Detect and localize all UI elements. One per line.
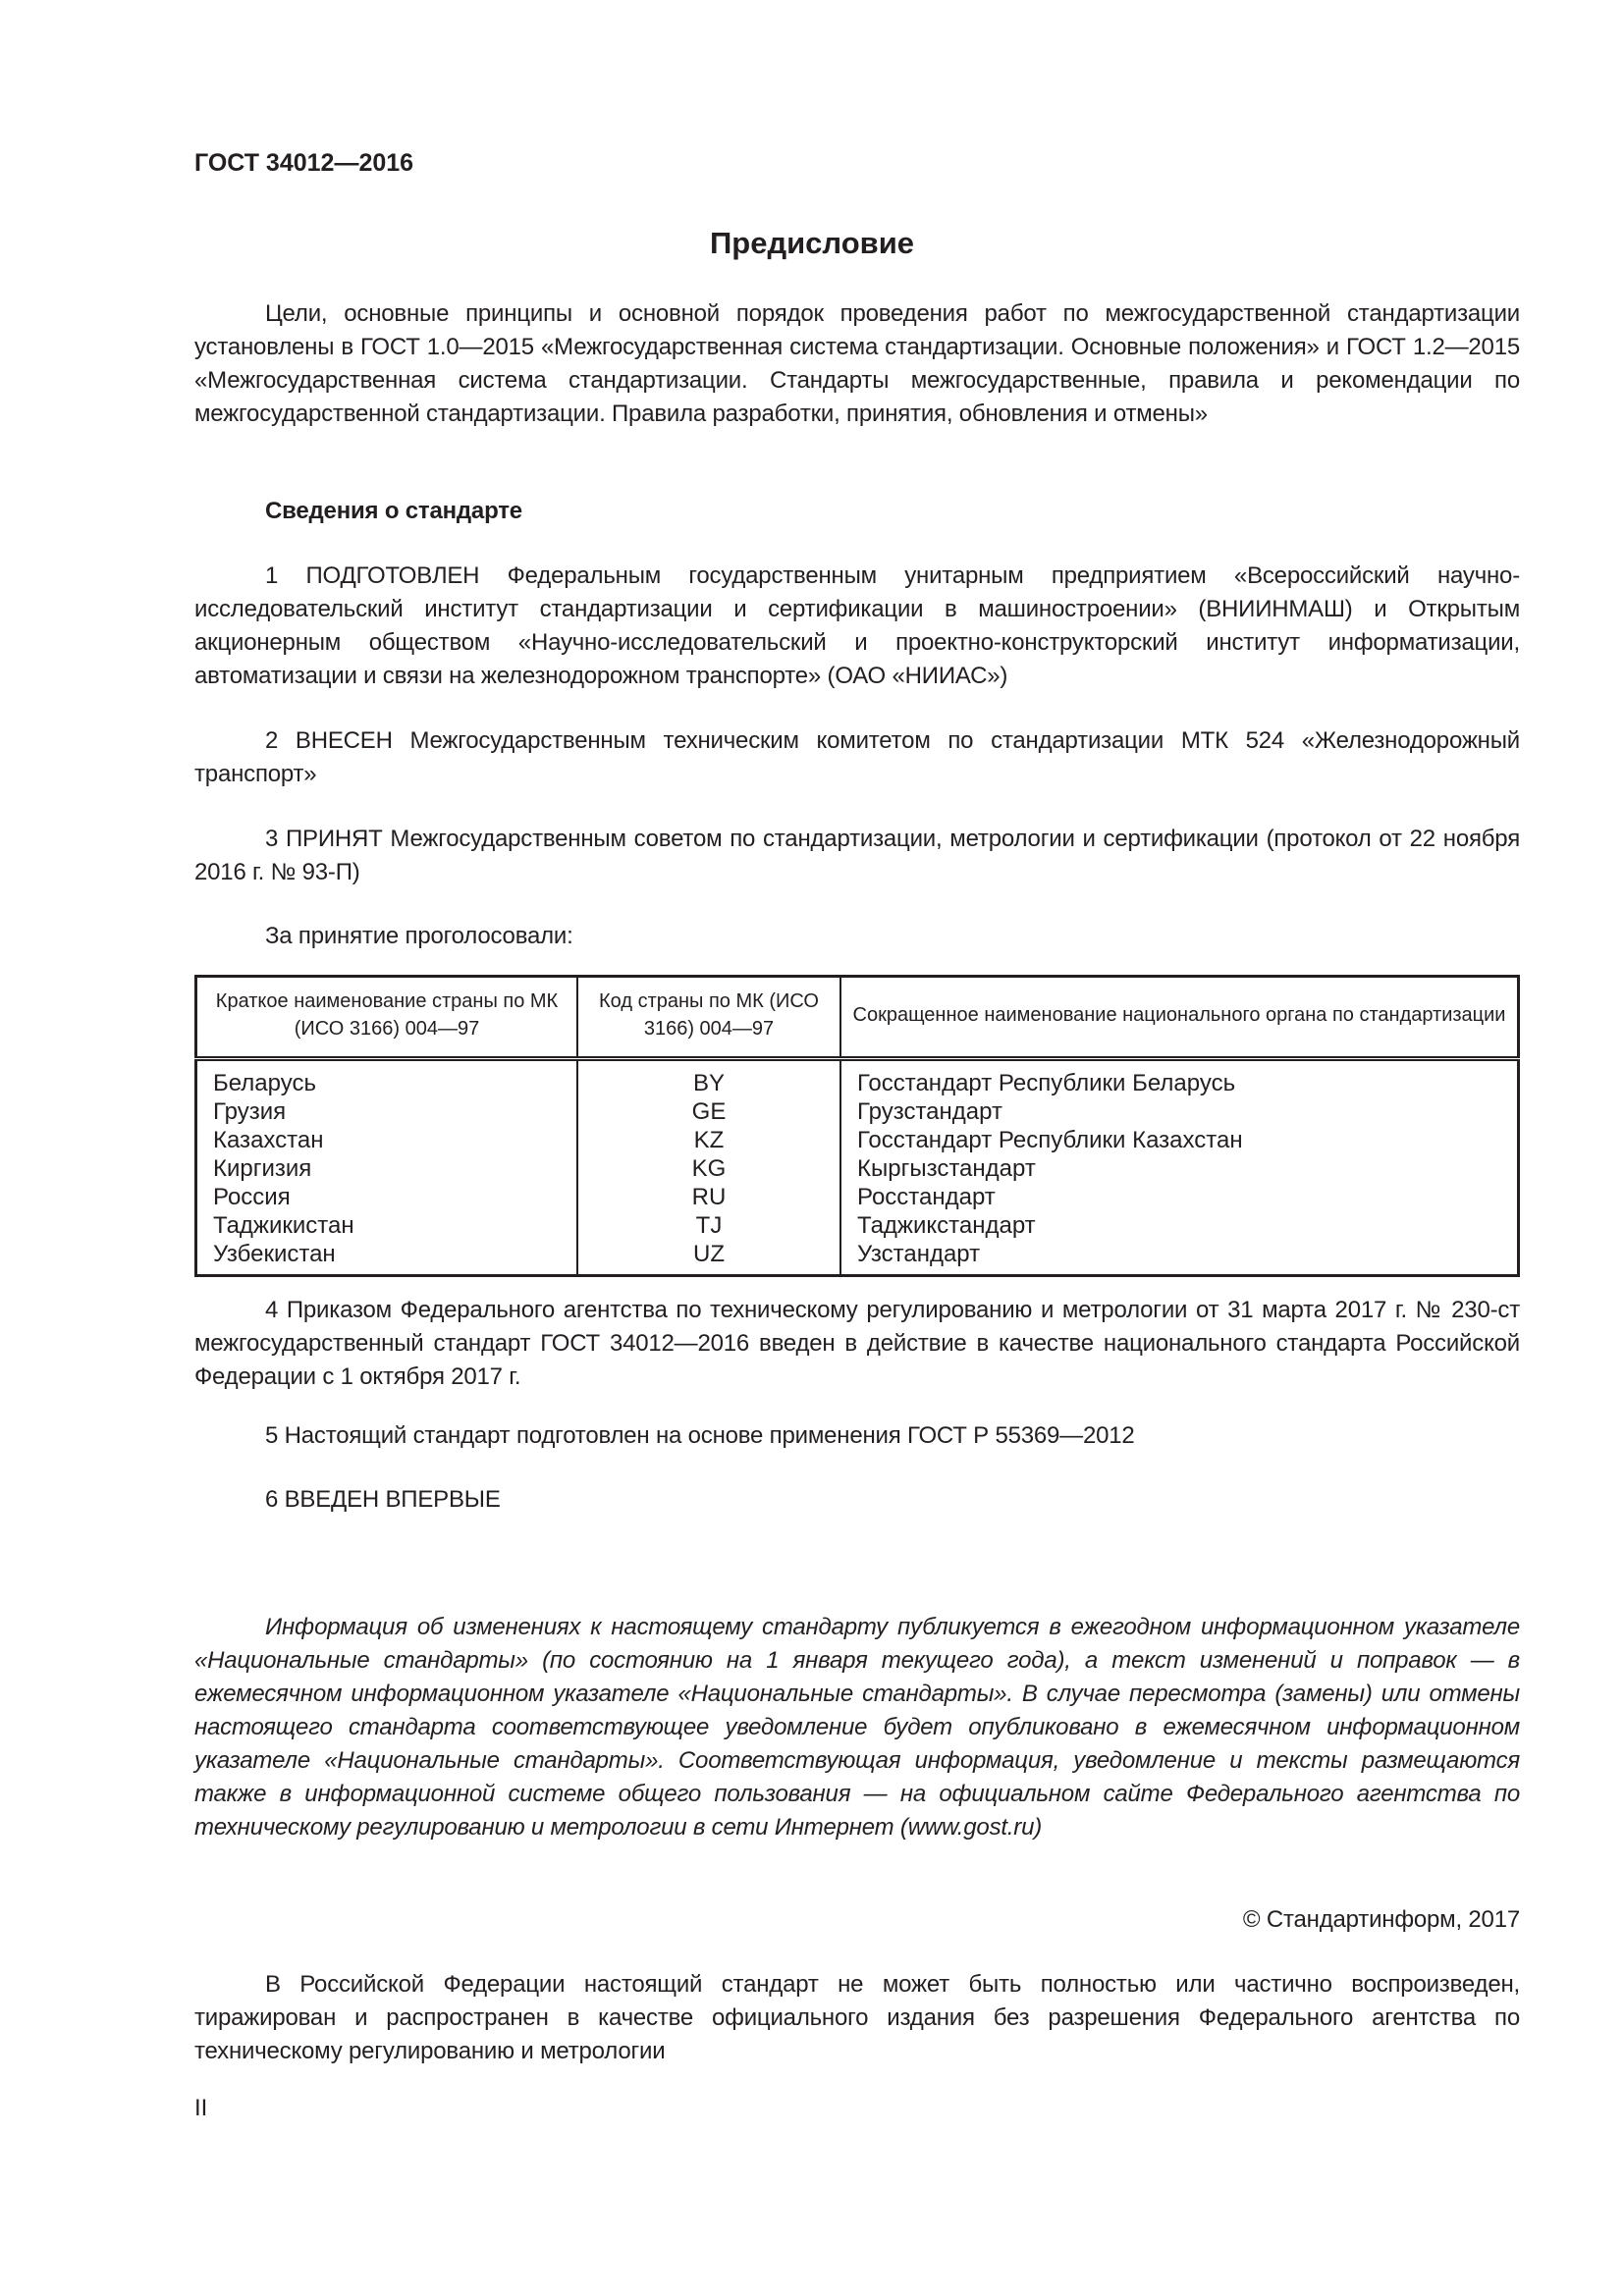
table-row — [196, 1211, 1519, 1240]
cell-body: Узстандарт — [840, 1240, 1519, 1276]
cell-country: Киргизия — [213, 1155, 312, 1182]
cell-body: Грузстандарт — [840, 1097, 1519, 1126]
cell-code: KZ — [577, 1126, 840, 1154]
item-6-paragraph: 6 ВВЕДЕН ВПЕРВЫЕ — [265, 1486, 501, 1513]
cell-body: Кыргызстандарт — [840, 1154, 1519, 1183]
cell-body: Госстандарт Республики Казахстан — [840, 1126, 1519, 1154]
table-row — [196, 1059, 1519, 1098]
cell-country: Грузия — [213, 1098, 287, 1125]
item-3-paragraph: 3 ПРИНЯТ Межгосударственным советом по стандартизации, метрологии и сертификации (протокол от 22 ноября 2016 г. № 93-П) — [194, 826, 1520, 885]
cell-country: Россия — [213, 1184, 291, 1210]
page-title: Предисловие — [709, 226, 914, 260]
table-header-row — [196, 977, 1519, 1059]
item-2-paragraph: 2 ВНЕСЕН Межгосударственным техническим комитетом по стандартизации МТК 524 «Железнодорожный транспорт» — [194, 727, 1520, 787]
copyright: © Стандартинформ, 2017 — [1242, 1906, 1520, 1933]
cell-country: Таджикистан — [213, 1212, 354, 1239]
cell-country: Узбекистан — [213, 1241, 336, 1267]
table-row — [196, 1183, 1519, 1211]
table-row — [196, 1240, 1519, 1276]
rights-paragraph: В Российской Федерации настоящий стандарт не может быть полностью или частично воспроизведен, тиражирован и распространен в качестве официального издания без разрешения Федерального агентства по техническому регулированию и метрологии — [194, 1971, 1520, 2064]
vote-label: За принятие проголосовали: — [265, 923, 573, 949]
intro-paragraph: Цели, основные принципы и основной порядок проведения работ по межгосударственной стандартизации установлены в ГОСТ 1.0—2015 «Межгосударственная система стандартизации. Основные положения» и ГОСТ 1.2—2015 «Межгосударственная система стандартизации. Стандарты межгосударственные, правила и рекомендации по межгосударственной стандартизации. Правила разработки, принятия, обновления и отмены» — [194, 300, 1520, 427]
cell-code: BY — [577, 1059, 840, 1098]
item-1-paragraph: 1 ПОДГОТОВЛЕН Федеральным государственным унитарным предприятием «Всероссийский научно-исследовательский институт стандартизации и сертификации в машиностроении» (ВНИИНМАШ) и Открытым акционерным обществом «Научно-исследовательский и проектно-конструкторский институт информатизации, автоматизации и связи на железнодорожном транспорте» (ОАО «НИИАС») — [194, 562, 1520, 689]
cell-code: TJ — [577, 1211, 840, 1240]
changes-notice-paragraph: Информация об изменениях к настоящему стандарту публикуется в ежегодном информационном указателе «Национальные стандарты» (по состоянию на 1 января текущего года), а текст изменений и поправок — в ежемесячном информационном указателе «Национальные стандарты». В случае пересмотра (замены) или отмены настоящего стандарта соответствующее уведомление будет опубликовано в ежемесячном информационном указателе «Национальные стандарты». Соответствующая информация, уведомление и тексты размещаются также в информационной системе общего пользования — на официальном сайте Федерального агентства по техническому регулированию и метрологии в сети Интернет (www.gost.ru) — [194, 1614, 1520, 1841]
cell-code: GE — [577, 1097, 840, 1126]
column-header-country: Краткое наименование страны по МК (ИСО 3166) 004—97 — [196, 977, 578, 1059]
cell-body: Росстандарт — [840, 1183, 1519, 1211]
table-row — [196, 1154, 1519, 1183]
cell-body: Госстандарт Республики Беларусь — [840, 1059, 1519, 1098]
item-5-paragraph: 5 Настоящий стандарт подготовлен на основе применения ГОСТ Р 55369—2012 — [265, 1422, 1135, 1449]
column-header-code: Код страны по МК (ИСО 3166) 004—97 — [577, 977, 840, 1059]
item-4-paragraph: 4 Приказом Федерального агентства по техническому регулированию и метрологии от 31 марта 2017 г. № 230-ст межгосударственный стандарт ГОСТ 34012—2016 введен в действие в качестве национального стандарта Российской Федерации с 1 октября 2017 г. — [194, 1297, 1520, 1390]
cell-country: Беларусь — [213, 1070, 316, 1096]
cell-body: Таджикстандарт — [840, 1211, 1519, 1240]
cell-code: UZ — [577, 1240, 840, 1276]
table-row — [196, 1126, 1519, 1154]
voting-countries-table — [194, 975, 1520, 1277]
cell-code: KG — [577, 1154, 840, 1183]
section-heading: Сведения о стандарте — [265, 498, 522, 524]
table-row — [196, 1097, 1519, 1126]
cell-code: RU — [577, 1183, 840, 1211]
page-number: II — [194, 2095, 208, 2121]
column-header-body: Сокращенное наименование национального органа по стандартизации — [840, 977, 1519, 1059]
document-code-header: ГОСТ 34012—2016 — [194, 149, 414, 177]
cell-country: Казахстан — [213, 1127, 324, 1153]
